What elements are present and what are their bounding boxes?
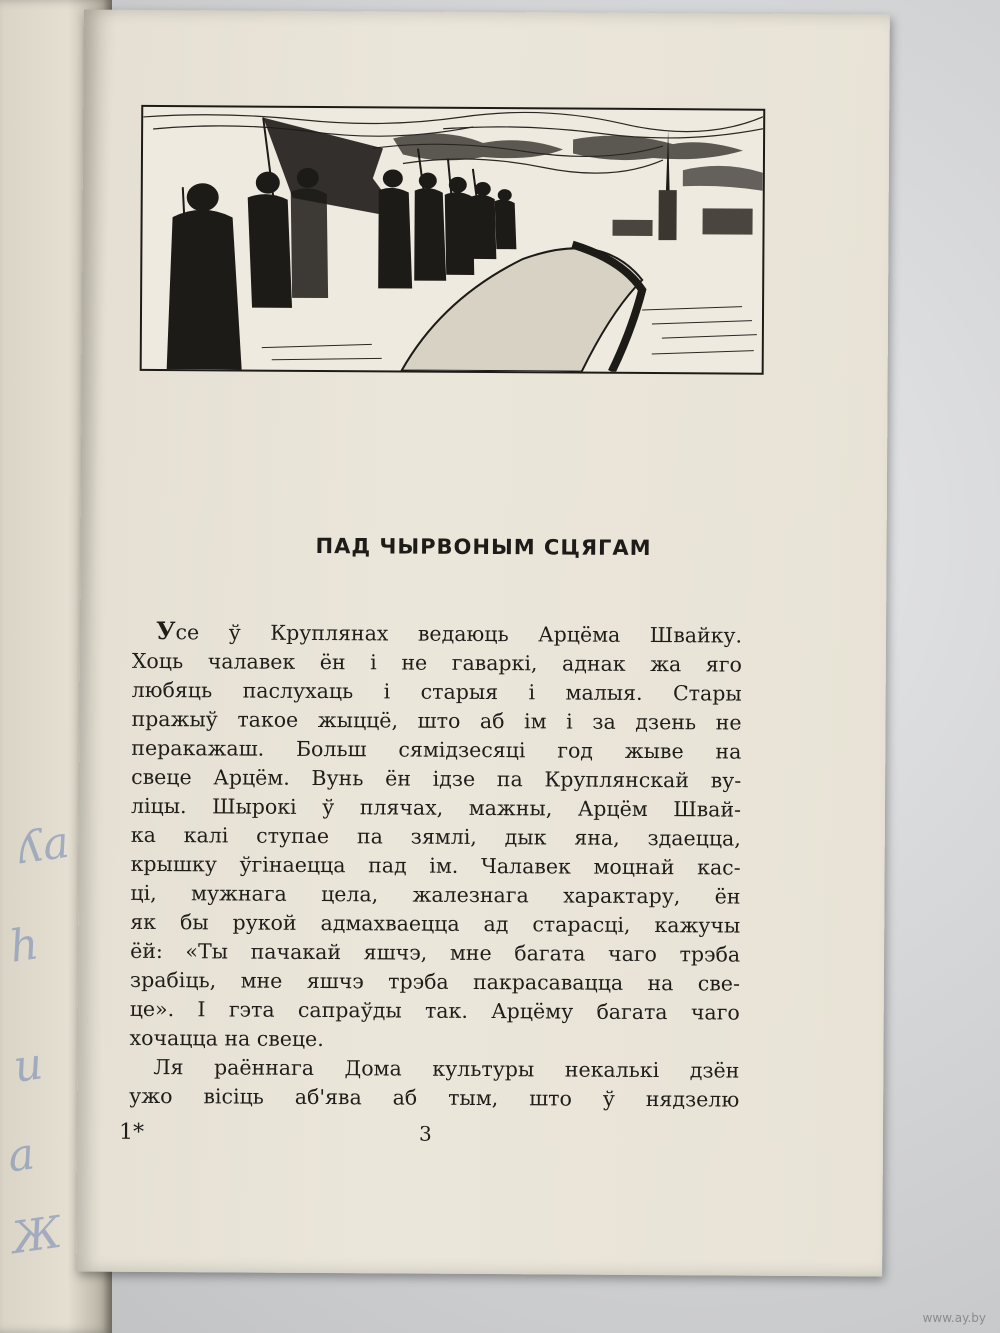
handwriting-mark: Ж xyxy=(8,1206,65,1265)
text-line: свеце Арцём. Вунь ён ідзе па Круплянскай ву- xyxy=(131,764,742,793)
text-line: ка калі ступае па зямлі, дык яна, здаецца, xyxy=(130,822,741,851)
text-line: ёй: «Ты пачакай яшчэ, мне багата чаго трэба xyxy=(130,938,741,967)
text-line: ліцы. Шырокі ў плячах, мажны, Арцём Швай- xyxy=(130,793,742,822)
drop-cap: У xyxy=(155,616,176,646)
text-line: Усе ў Круплянах ведаюць Арцёма Швайку. xyxy=(155,616,743,648)
text-line: ужо вісіць аб'ява аб тым, што ў нядзелю xyxy=(129,1083,740,1112)
watermark: www.ay.by xyxy=(922,1311,986,1325)
text-line: пражыў такое жыццё, што аб ім і за дзень не xyxy=(131,706,742,735)
page-number: 3 xyxy=(418,1121,432,1146)
chapter-title: ПАД ЧЫРВОНЫМ СЦЯГАМ xyxy=(315,533,652,561)
text-line: крышку ўгінаецца пад ім. Чалавек моцнай кас- xyxy=(130,851,741,880)
body-text xyxy=(129,616,742,1115)
handwriting-mark: h xyxy=(6,918,42,973)
text-line: Ля раённага Дома культуры некалькі дзён xyxy=(153,1054,740,1083)
text-line: ці, мужнага цела, жалезнага характару, ён xyxy=(130,880,741,909)
signature-mark: 1* xyxy=(118,1119,145,1145)
text-line: це». І гэта сапраўды так. Арцёму багата чаго xyxy=(129,996,740,1025)
text-line: перакажаш. Больш сямідзесяці год жыве на xyxy=(131,735,742,764)
text-line: Хоць чалавек ён і не гаваркі, аднак жа яго xyxy=(131,648,742,677)
text-line: хочацца на свеце. xyxy=(129,1025,324,1052)
text-line: як бы рукой адмахваецца ад старасці, кажучы xyxy=(130,909,741,938)
marching-crowd-illustration xyxy=(142,107,764,373)
book-page xyxy=(76,10,890,1277)
chapter-illustration xyxy=(140,105,766,375)
text-line: любяць паслухаць і старыя і малыя. Стары xyxy=(131,677,742,706)
handwriting-mark: a xyxy=(4,1128,38,1183)
text-line: зрабіць, мне яшчэ трэба пакрасавацца на све- xyxy=(129,967,740,996)
handwriting-mark: u xyxy=(10,1038,46,1093)
handwriting-mark: ʎa xyxy=(14,816,73,875)
